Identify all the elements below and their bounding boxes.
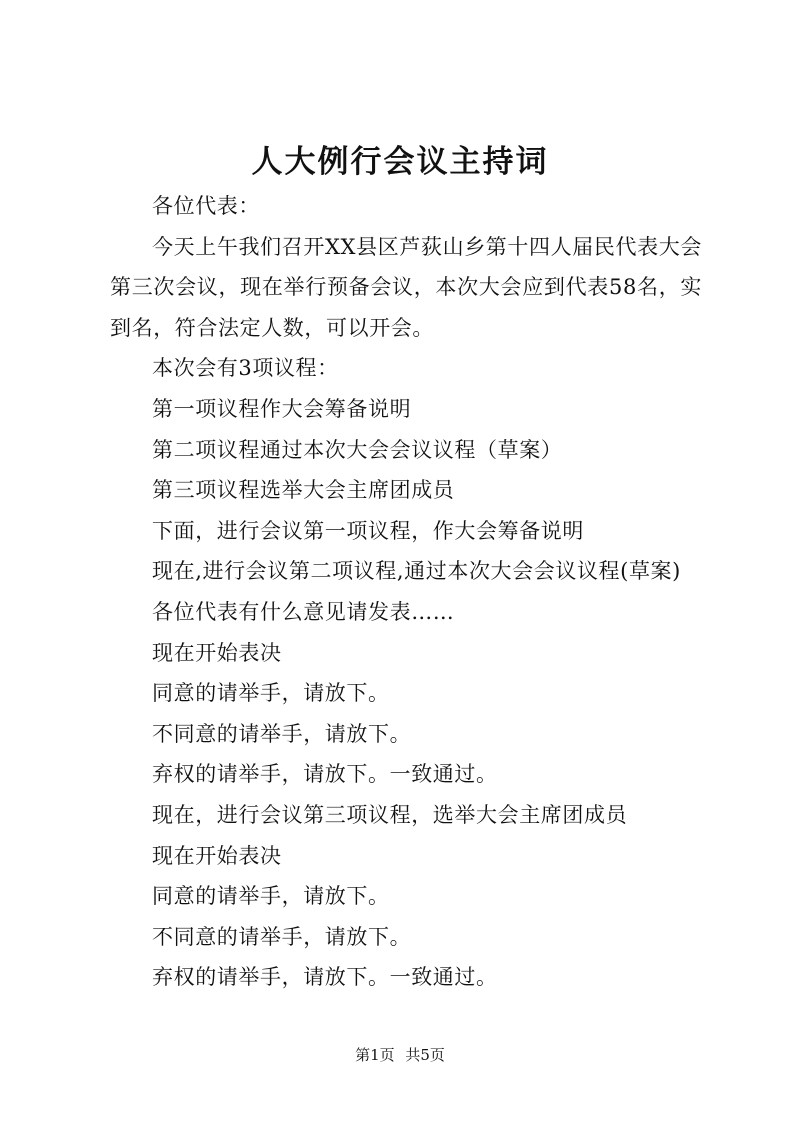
paragraph: 弃权的请举手，请放下。一致通过。 bbox=[152, 762, 498, 787]
paragraph: 下面，进行会议第一项议程，作大会筹备说明 bbox=[152, 518, 584, 543]
paragraph: 各位代表有什么意见请发表…… bbox=[152, 599, 455, 624]
paragraph: 现在，进行会议第三项议程，选举大会主席团成员 bbox=[152, 802, 628, 827]
paragraph: 同意的请举手，请放下。 bbox=[152, 681, 390, 706]
page-number: 第1页 bbox=[355, 1046, 395, 1064]
paragraph: 同意的请举手，请放下。 bbox=[152, 884, 390, 909]
paragraph: 本次会有3项议程： bbox=[152, 356, 339, 381]
paragraph: 第三项议程选举大会主席团成员 bbox=[152, 478, 455, 503]
paragraph: 弃权的请举手，请放下。一致通过。 bbox=[152, 965, 498, 990]
paragraph: 今天上午我们召开XX县区芦荻山乡第十四人届民代表大会第三次会议，现在举行预备会议，本次大会应到代表58名，实到名，符合法定人数，可以开会。 bbox=[110, 234, 702, 340]
page-footer bbox=[0, 1045, 800, 1065]
paragraph: 第二项议程通过本次大会会议议程（草案） bbox=[152, 437, 563, 462]
paragraph: 现在,进行会议第二项议程,通过本次大会会议议程(草案) bbox=[152, 559, 681, 584]
paragraph: 第一项议程作大会筹备说明 bbox=[152, 396, 412, 421]
document-title: 人大例行会议主持词 bbox=[251, 144, 549, 180]
paragraph: 现在开始表决 bbox=[152, 843, 282, 868]
document-body bbox=[110, 186, 702, 998]
page-total: 共5页 bbox=[405, 1046, 445, 1064]
paragraph: 现在开始表决 bbox=[152, 640, 282, 665]
paragraph: 各位代表： bbox=[152, 194, 260, 218]
paragraph: 不同意的请举手，请放下。 bbox=[152, 721, 412, 746]
paragraph: 不同意的请举手，请放下。 bbox=[152, 924, 412, 949]
